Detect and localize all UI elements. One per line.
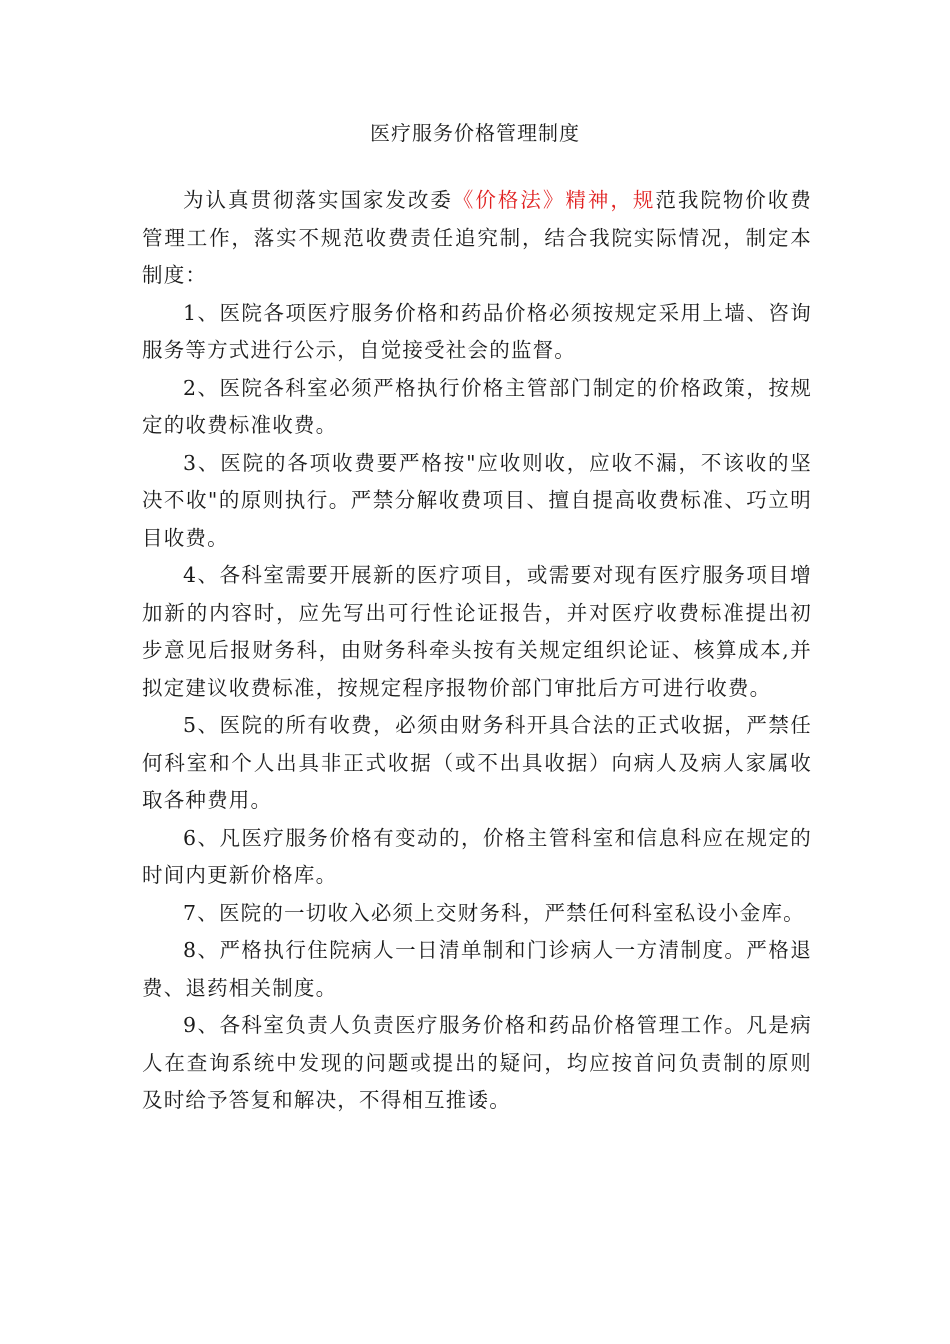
rule-item-8: 8、严格执行住院病人一日清单制和门诊病人一方清制度。严格退费、退药相关制度。 <box>142 938 812 1000</box>
intro-paragraph <box>142 182 812 295</box>
intro-highlight-text: 《价格法》精神，规 <box>452 188 656 212</box>
document-title: 医疗服务价格管理制度 <box>370 121 580 145</box>
rule-item-4: 4、各科室需要开展新的医疗项目，或需要对现有医疗服务项目增加新的内容时，应先写出可行性论证报告，并对医疗收费标准提出初步意见后报财务科，由财务科牵头按有关规定组织论证、核算成本,并拟定建议收费标准，按规定程序报物价部门审批后方可进行收费。 <box>142 563 812 700</box>
rule-item-6: 6、凡医疗服务价格有变动的，价格主管科室和信息科应在规定的时间内更新价格库。 <box>142 825 812 887</box>
rule-item-3: 3、医院的各项收费要严格按"应收则收，应收不漏，不该收的坚决不收"的原则执行。严禁分解收费项目、擅自提高收费标准、巧立明目收费。 <box>142 450 812 550</box>
rule-item-1: 1、医院各项医疗服务价格和药品价格必须按规定采用上墙、咨询服务等方式进行公示，自觉接受社会的监督。 <box>142 300 812 362</box>
rule-item-9: 9、各科室负责人负责医疗服务价格和药品价格管理工作。凡是病人在查询系统中发现的问题或提出的疑问，均应按首问负责制的原则及时给予答复和解决，不得相互推诿。 <box>142 1013 812 1112</box>
rule-item-5: 5、医院的所有收费，必须由财务科开具合法的正式收据，严禁任何科室和个人出具非正式收据（或不出具收据）向病人及病人家属收取各种费用。 <box>142 713 812 812</box>
intro-text-after: 范我院物价收费管理工作，落实不规范收费责任追究制，结合我院实际情况，制定本制度： <box>142 188 812 287</box>
document-body <box>142 182 812 1120</box>
rule-item-2: 2、医院各科室必须严格执行价格主管部门制定的价格政策，按规定的收费标准收费。 <box>142 375 812 437</box>
intro-text-before: 为认真贯彻落实国家发改委 <box>183 188 453 212</box>
rule-item-7: 7、医院的一切收入必须上交财务科，严禁任何科室私设小金库。 <box>183 900 805 925</box>
